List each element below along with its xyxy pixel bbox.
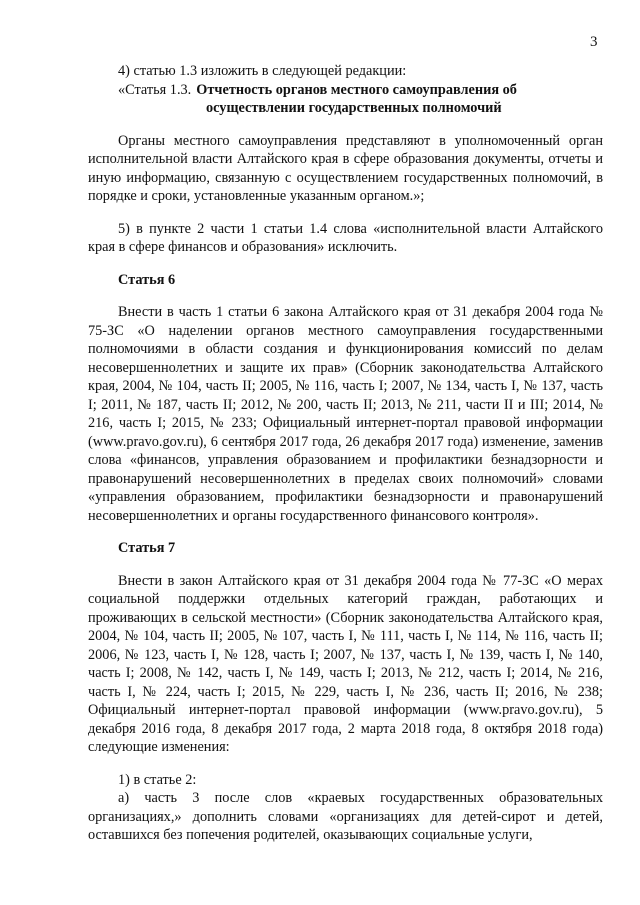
article-1-3-title <box>88 81 603 100</box>
article7-body: Внести в закон Алтайского края от 31 декабря 2004 года № 77-ЗС «О мерах социальной поддержки отдельных категорий граждан, работающих и проживающих в сельской местности» (Сборник законодательства Алтайского края, 2004, № 104, часть II; 2005, № 107, часть I, № 111, часть I, № 114, № 116, часть II; 2006, № 123, часть I, № 128, часть I; 2007, № 137, часть I, № 139, часть I, № 140, часть I; 2008, № 142, часть I, № 149, часть I; 2013, № 212, часть I; 2014, № 216, часть I, № 224, часть I; 2015, № 229, часть I, № 236, часть II; 2016, № 238; Официальный интернет-портал правовой информации (www.pravo.gov.ru), 5 декабря 2016 года, 8 декабря 2017 года, 2 марта 2018 года, 8 октября 2018 года) следующие изменения: <box>88 572 603 755</box>
article-1-3-label: «Статья 1.3. <box>118 81 192 98</box>
item5-paragraph: 5) в пункте 2 части 1 статьи 1.4 слова «исполнительной власти Алтайского края в сфере финансов и образования» исключить. <box>88 220 603 255</box>
article6-body: Внести в часть 1 статьи 6 закона Алтайского края от 31 декабря 2004 года № 75-ЗС «О наделении органов местного самоуправления государственными полномочиями в области создания и функционирования комиссий по делам несовершеннолетних и защите их прав» (Сборник законодательства Алтайского края, 2004, № 104, часть II; 2005, № 116, часть I; 2007, № 134, часть I, № 137, часть I; 2011, № 187, часть II; 2012, № 200, часть II; 2013, № 211, части II и III; 2014, № 216, часть I; 2015, № 233; Официальный интернет-портал правовой информации (www.pravo.gov.ru), 6 сентября 2017 года, 26 декабря 2017 года) изменение, заменив слова «финансов, управления образованием и профилактики безнадзорности и правонарушений несовершеннолетних в пределах своих полномочий» словами «управления образованием, профилактики безнадзорности и правонарушений несовершеннолетних и органы государственного финансового контроля». <box>88 304 603 524</box>
item4-intro: 4) статью 1.3 изложить в следующей редакции: <box>118 63 407 79</box>
article7-sub1a: а) часть 3 после слов «краевых государственных образовательных организациях,» дополнить словами «организациях для детей-сирот и детей, оставшихся без попечения родителей, оказывающих социальные услуги, <box>88 790 603 843</box>
page-number: 3 <box>590 34 598 50</box>
article7-heading: Статья 7 <box>118 540 176 556</box>
article-1-3-heading-line2: осуществлении государственных полномочий <box>206 100 502 116</box>
article-1-3-heading <box>191 81 517 100</box>
document-body <box>88 62 603 845</box>
article-1-3-heading-line1: Отчетность органов местного самоуправления об <box>196 81 517 98</box>
article-1-3-body: Органы местного самоуправления представляют в уполномоченный орган исполнительной власти Алтайского края в сфере образования документы, отчеты и иную информацию, связанную с осуществлением государственных полномочий, в порядке и сроки, установленные указанным органом.»; <box>88 132 603 204</box>
article6-heading: Статья 6 <box>118 271 176 288</box>
article7-sub1: 1) в статье 2: <box>118 771 197 788</box>
